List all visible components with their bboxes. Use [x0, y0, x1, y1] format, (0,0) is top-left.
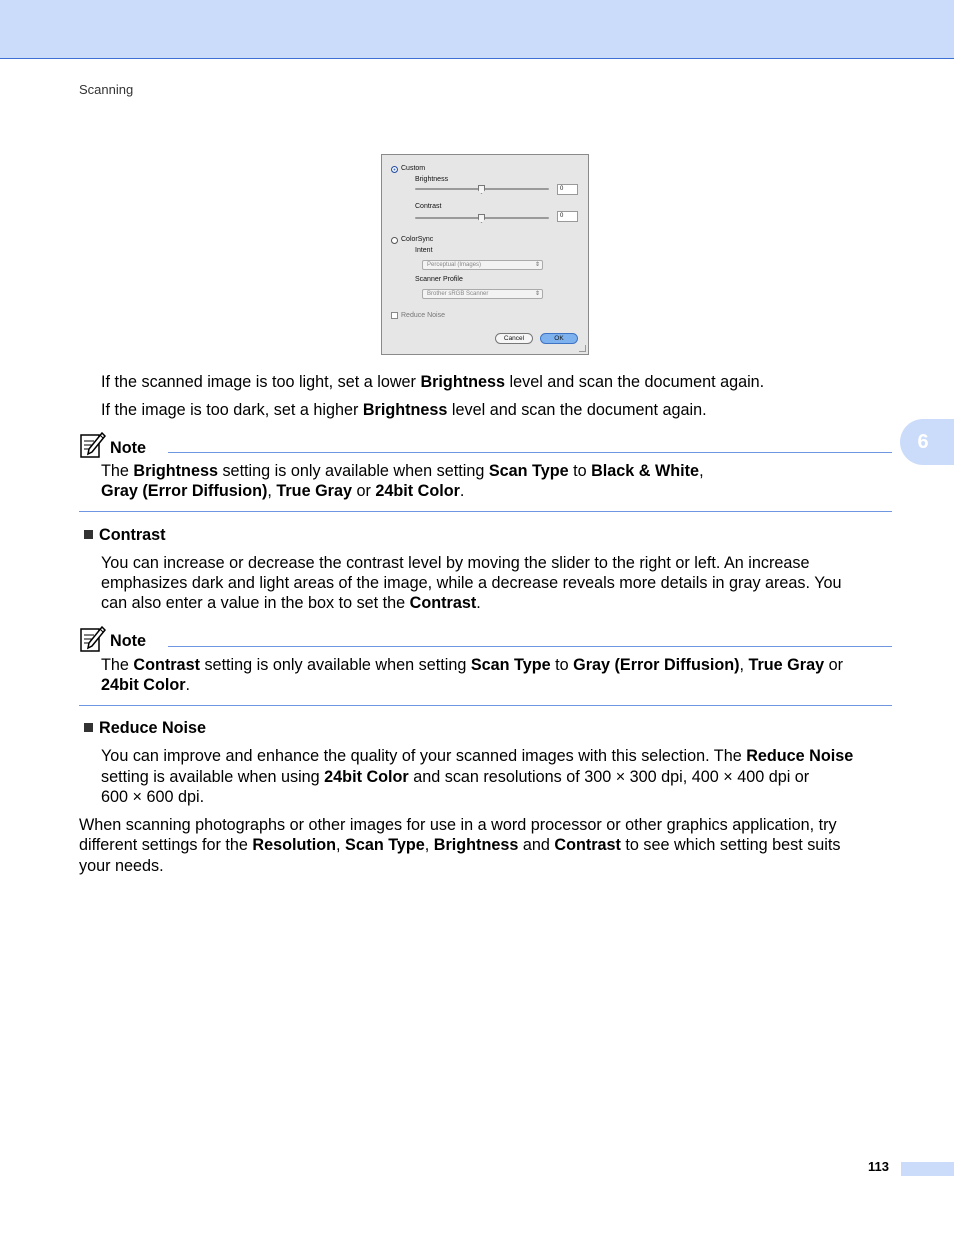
reduce-noise-heading: Reduce Noise [84, 718, 206, 738]
contrast-label: Contrast [415, 203, 442, 210]
note-heading: Note [110, 632, 146, 650]
note-end-rule [79, 511, 892, 512]
reduce-noise-checkbox[interactable] [391, 312, 398, 319]
note-brightness-line2: Gray (Error Diffusion), True Gray or 24bit Color. [101, 482, 465, 500]
intent-popup[interactable] [422, 260, 543, 270]
scanner-profile-value: Brother sRGB Scanner [427, 291, 489, 297]
running-title: Scanning [79, 82, 134, 97]
header-band [0, 0, 954, 59]
footer-bar [901, 1162, 954, 1176]
contrast-slider-thumb[interactable] [478, 214, 485, 223]
paragraph-too-light: If the scanned image is too light, set a lower Brightness level and scan the document again. [101, 373, 765, 391]
scanner-profile-popup[interactable] [422, 289, 543, 299]
contrast-value-field[interactable]: 0 [557, 211, 578, 222]
closing-line2: different settings for the Resolution, Scan Type, Brightness and Contrast to see which setting best suits [79, 836, 841, 854]
noise-text-line3: 600 × 600 dpi. [101, 788, 205, 806]
colorsync-label: ColorSync [401, 236, 434, 243]
reduce-noise-label: Reduce Noise [401, 312, 445, 319]
updown-arrows-icon: ⇕ [534, 262, 540, 268]
scanner-profile-label: Scanner Profile [415, 276, 463, 283]
brightness-label: Brightness [415, 176, 449, 183]
contrast-heading: Contrast [84, 525, 166, 545]
colorsync-radio[interactable] [391, 237, 398, 244]
chapter-number: 6 [917, 431, 929, 453]
brightness-value-field[interactable]: 0 [557, 184, 578, 195]
custom-radio[interactable] [391, 166, 398, 173]
noise-text-line2: setting is available when using 24bit Color and scan resolutions of 300 × 300 dpi, 400 × 400 dpi or [101, 768, 810, 786]
note-brightness-line1: The Brightness setting is only available when setting Scan Type to Black & White, [101, 462, 704, 480]
cancel-button[interactable]: Cancel [495, 333, 533, 344]
note-heading: Note [110, 439, 146, 457]
closing-line3: your needs. [79, 857, 164, 875]
note-divider [168, 452, 892, 453]
note-divider [168, 646, 892, 647]
custom-label: Custom [401, 165, 426, 172]
contrast-text-line1: You can increase or decrease the contrast level by moving the slider to the right or left. An increase [101, 554, 810, 572]
contrast-text-line2: emphasizes dark and light areas of the image, while a decrease reveals more details in gray areas. You [101, 574, 842, 592]
scanner-settings-screenshot [381, 154, 589, 355]
contrast-text-line3: can also enter a value in the box to set the Contrast. [101, 594, 481, 612]
bullet-square-icon [84, 723, 93, 732]
ok-button[interactable]: OK [540, 333, 578, 344]
intent-label: Intent [415, 247, 433, 254]
intent-value: Perceptual (Images) [427, 262, 482, 268]
note-pencil-icon [80, 626, 106, 652]
noise-text-line1: You can improve and enhance the quality of your scanned images with this selection. The Reduce Noise [101, 747, 854, 765]
note-pencil-icon [80, 432, 106, 458]
paragraph-too-dark: If the image is too dark, set a higher Brightness level and scan the document again. [101, 401, 707, 419]
note-end-rule [79, 705, 892, 706]
note-contrast-line1: The Contrast setting is only available when setting Scan Type to Gray (Error Diffusion), True Gray or [101, 656, 843, 674]
resize-grip-icon[interactable] [579, 345, 586, 352]
bullet-square-icon [84, 530, 93, 539]
brightness-slider-thumb[interactable] [478, 185, 485, 194]
page-number: 113 [868, 1159, 889, 1174]
note-contrast-line2: 24bit Color. [101, 676, 191, 694]
closing-line1: When scanning photographs or other images for use in a word processor or other graphics application, try [79, 816, 837, 834]
updown-arrows-icon: ⇕ [534, 291, 540, 297]
